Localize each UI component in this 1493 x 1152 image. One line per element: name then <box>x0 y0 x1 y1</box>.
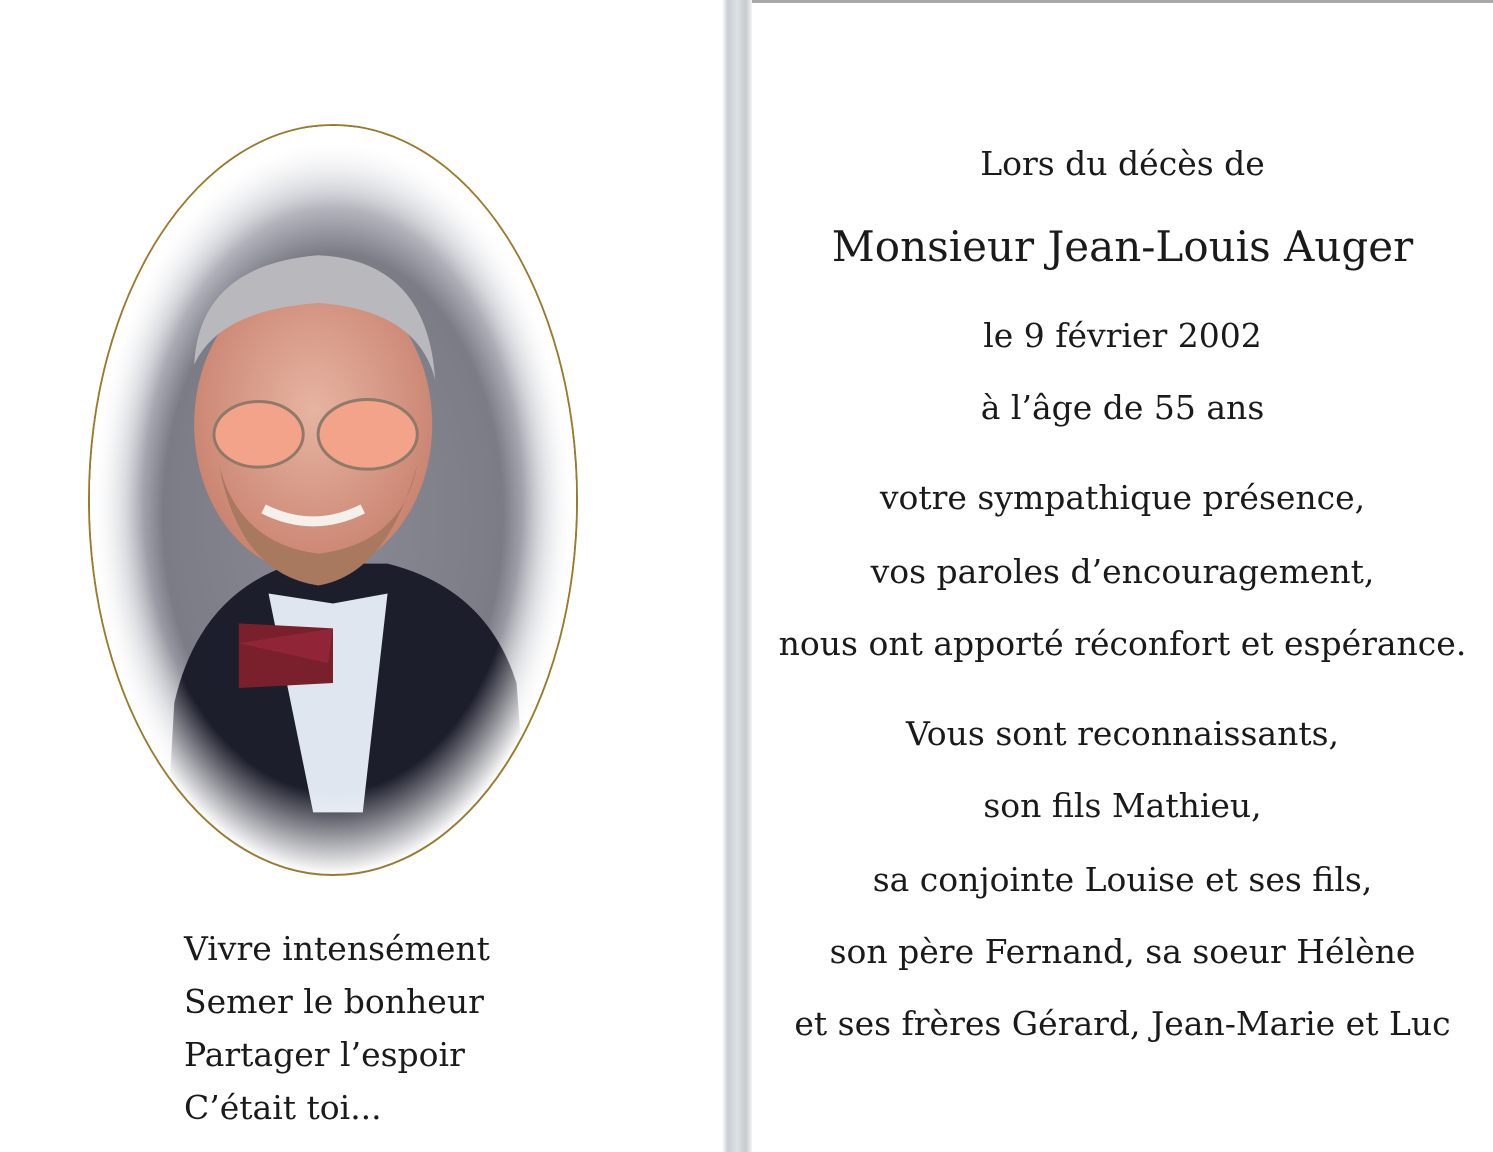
poem-line: Vivre intensément <box>184 929 490 968</box>
date-of-death: le 9 février 2002 <box>983 316 1262 355</box>
portrait-photo <box>90 126 576 874</box>
thanks-line: Vous sont reconnaissants, <box>905 714 1340 753</box>
message-line: nous ont apporté réconfort et espérance. <box>778 624 1467 663</box>
card-left-panel <box>0 0 722 1152</box>
poem-line: C’était toi... <box>184 1088 382 1127</box>
memorial-poem <box>184 922 604 1134</box>
poem-line: Semer le bonheur <box>184 982 484 1021</box>
thanks-line: son fils Mathieu, <box>983 786 1262 825</box>
card-fold <box>722 0 752 1152</box>
portrait-oval-frame <box>88 124 578 876</box>
thanks-line: son père Fernand, sa soeur Hélène <box>829 932 1416 971</box>
age-at-death: à l’âge de 55 ans <box>980 388 1265 427</box>
intro-line: Lors du décès de <box>980 144 1265 183</box>
card-top-edge-right <box>752 0 1493 3</box>
poem-line: Partager l’espoir <box>184 1035 465 1074</box>
thanks-line: sa conjointe Louise et ses fils, <box>872 860 1373 899</box>
message-line: vos paroles d’encouragement, <box>870 552 1375 591</box>
thanks-line: et ses frères Gérard, Jean-Marie et Luc <box>794 1004 1451 1043</box>
deceased-name: Monsieur Jean-Louis Auger <box>831 222 1414 271</box>
message-line: votre sympathique présence, <box>879 478 1366 517</box>
